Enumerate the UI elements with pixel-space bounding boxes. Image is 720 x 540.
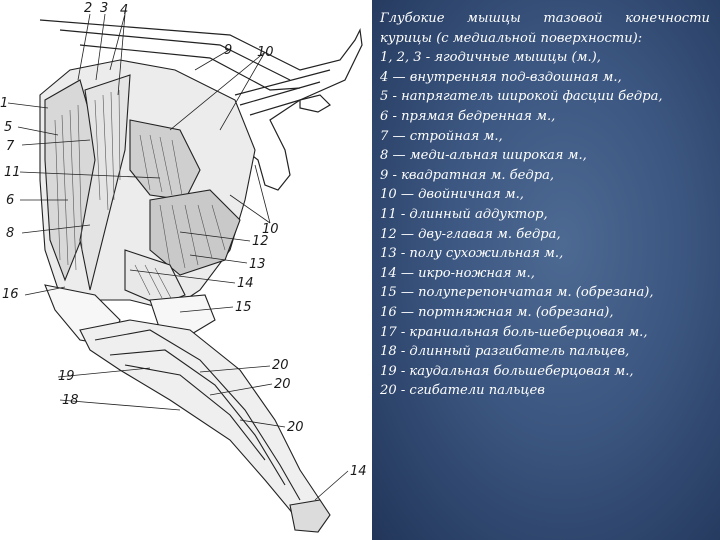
callout-label: 6 (6, 193, 15, 208)
legend-item: 16 — портняжная м. (обрезана), (380, 304, 614, 320)
legend-item: 5 - напрягатель широкой фасции бедра, (380, 89, 663, 105)
callout-label: 5 (4, 120, 13, 135)
legend-item: 20 - сгибатели пальцев (380, 383, 545, 399)
callout-label: 20 (274, 377, 291, 392)
callout-label: 2 (84, 1, 93, 16)
legend-item: 8 — меди-альная широкая м., (380, 148, 587, 164)
callout-label: 16 (2, 287, 19, 302)
callout-label: 14 (350, 464, 367, 479)
callout-label: 12 (252, 234, 269, 249)
callout-label: 15 (235, 300, 252, 315)
callout-label: 19 (58, 369, 75, 384)
legend-item: 14 — икро-ножная м., (380, 265, 535, 281)
callout-label: 14 (237, 276, 254, 291)
legend-item: 6 - прямая бедренная м., (380, 108, 556, 124)
legend-item: 4 — внутренняя под-вздошная м., (380, 69, 622, 85)
callout-label: 11 (4, 165, 21, 180)
legend-item: 18 - длинный разгибатель пальцев, (380, 344, 630, 360)
callout-label: 1 (0, 96, 9, 111)
callout-label: 10 (257, 45, 274, 60)
legend-panel (372, 0, 720, 540)
callout-label: 7 (6, 139, 15, 154)
callout-label: 18 (62, 393, 79, 408)
callout-label: 13 (249, 257, 266, 272)
legend-item: 10 — двойничная м., (380, 187, 524, 203)
callout-label: 20 (287, 420, 304, 435)
legend-item: 11 - длинный аддуктор, (380, 206, 548, 222)
legend-item: 15 — полуперепончатая м. (обрезана), (380, 285, 654, 301)
callout-label: 10 (262, 222, 279, 237)
figure-caption: Глубокие мышцы тазовой конечности курицы (с медиальной поверхности): (380, 11, 710, 46)
legend-item: 17 - краниальная боль-шеберцовая м., (380, 324, 648, 340)
callout-label: 3 (100, 1, 109, 16)
legend-item: 12 — дву-главая м. бедра, (380, 226, 561, 242)
legend-item: 13 - полу сухожильная м., (380, 246, 564, 262)
callout-label: 8 (6, 226, 15, 241)
legend-item: 1, 2, 3 - ягодичные мышцы (м.), (380, 50, 601, 66)
callout-label: 20 (272, 358, 289, 373)
legend-item: 9 - квадратная м. бедра, (380, 167, 555, 183)
legend-item: 19 - каудальная большеберцовая м., (380, 363, 634, 379)
callout-label: 9 (224, 43, 233, 58)
legend-item: 7 — стройная м., (380, 128, 503, 144)
callout-label: 4 (120, 3, 129, 18)
